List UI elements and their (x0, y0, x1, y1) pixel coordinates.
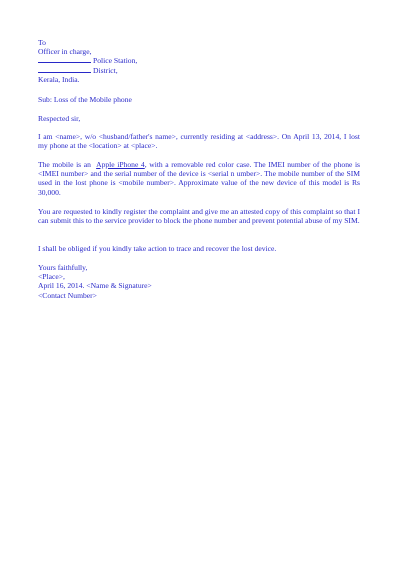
closing-contact: <Contact Number> (38, 290, 97, 300)
paragraph-request: You are requested to kindly register the complaint and give me an attested copy of this complaint so that I can submit this to the service provider to block the phone number and prevent potential abuse of my SIM. (38, 207, 360, 226)
closing-place: <Place>, (38, 272, 65, 282)
district-label: District, (93, 65, 118, 75)
to-line: To (38, 38, 46, 47)
salutation-text: Respected sir, (38, 114, 81, 123)
police-station-blank (38, 56, 91, 63)
district-line (38, 66, 360, 75)
closing-block (38, 263, 360, 300)
officer-line: Officer in charge, (38, 47, 92, 57)
recipient-address (38, 38, 360, 84)
subject-line (38, 95, 360, 104)
paragraph-personal-details: I am <name>, w/o <husband/father's name>, currently residing at <address>. On April 13, 2014, I lost my phone at the <location> at <place>. (38, 132, 360, 151)
paragraph-obligation: I shall be obliged if you kindly take action to trace and recover the lost device. (38, 244, 277, 253)
salutation (38, 114, 360, 123)
device-details-text: , with a removable red color case. The IMEI number of the phone is <IMEI number> and the serial number of the device is <serial n umber>. The mobile number of the SIM used in the lost phone is <mobile number>. Approximate value of the new device of this model is Rs 30,000. (38, 160, 361, 197)
district-blank (38, 66, 91, 73)
device-intro-text: The mobile is an (38, 160, 91, 169)
police-station-line (38, 56, 360, 65)
state-line: Kerala, India. (38, 74, 80, 84)
closing-date-signature: April 16, 2014. <Name & Signature> (38, 281, 152, 291)
device-model-link[interactable]: Apple iPhone 4 (96, 160, 145, 169)
police-station-label: Police Station, (93, 56, 138, 66)
paragraph-device-details (38, 160, 360, 197)
subject-text: Sub: Loss of the Mobile phone (38, 95, 132, 104)
yours-faithfully: Yours faithfully, (38, 263, 88, 272)
